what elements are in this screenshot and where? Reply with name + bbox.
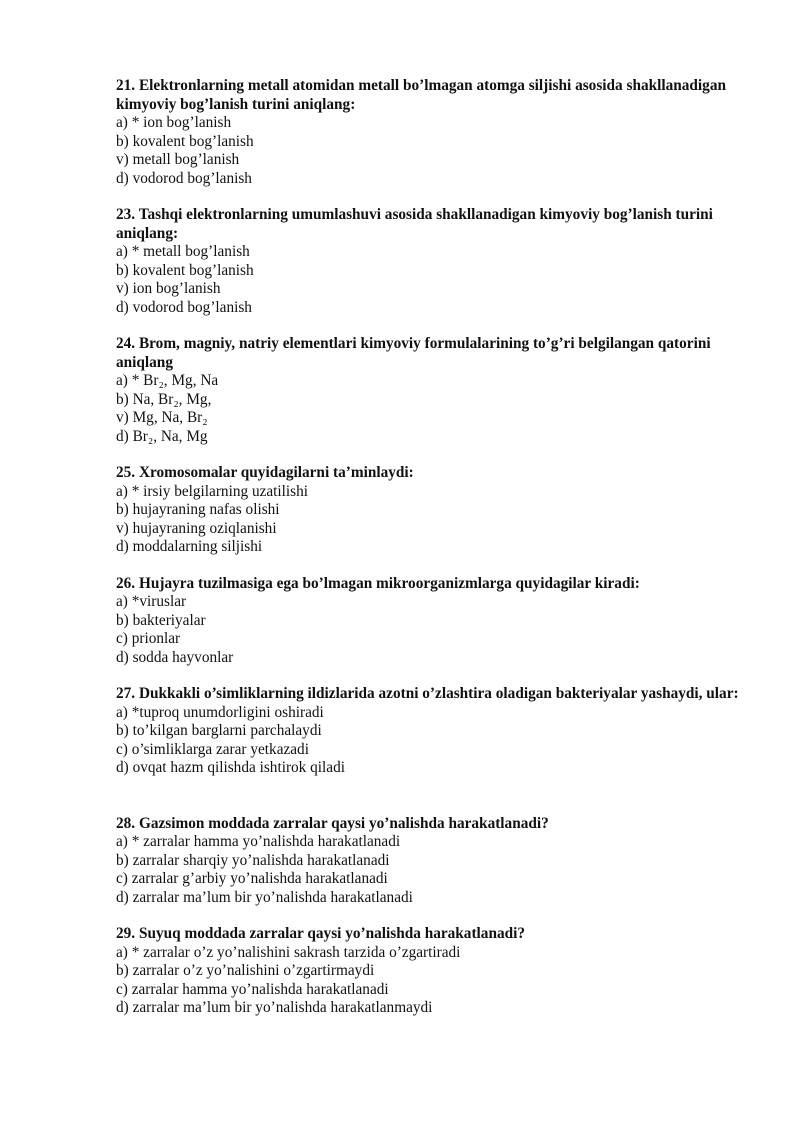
question-26: [116, 575, 756, 668]
answer-option: b) kovalent bog’lanish: [116, 261, 254, 279]
question-27: [116, 685, 756, 778]
answer-option: a) *tuproq unumdorligini oshiradi: [116, 703, 324, 721]
document-page: [116, 77, 756, 1018]
answer-options: [116, 483, 756, 557]
answer-options: [116, 243, 756, 317]
answer-option: d) Br₂, Na, Mg: [116, 427, 208, 445]
answer-options: [116, 114, 756, 188]
answer-option: v) Mg, Na, Br₂: [116, 409, 208, 426]
answer-option: d) sodda hayvonlar: [116, 648, 234, 666]
answer-option: d) ovqat hazm qilishda ishtirok qiladi: [116, 759, 345, 776]
answer-option: c) o’simliklarga zarar yetkazadi: [116, 740, 309, 758]
question-28: [116, 815, 756, 908]
question-text: 29. Suyuq moddada zarralar qaysi yo’nalishda harakatlanadi?: [116, 925, 526, 942]
answer-option: c) prionlar: [116, 630, 181, 647]
answer-option: a) * ion bog’lanish: [116, 114, 232, 131]
answer-option: v) metall bog’lanish: [116, 151, 240, 168]
question-text: 27. Dukkakli o’simliklarning ildizlarida azotni o’zlashtira oladigan bakteriyalar yashaydi, ular:: [116, 685, 739, 702]
answer-option: d) zarralar ma’lum bir yo’nalishda harakatlanmaydi: [116, 999, 433, 1016]
answer-option: v) ion bog’lanish: [116, 280, 221, 297]
question-text: 21. Elektronlarning metall atomidan metall bo’lmagan atomga siljishi asosida shakllanadigan kimyoviy bog’lanish turini aniqlang:: [116, 77, 726, 113]
answer-option: a) * zarralar o’z yo’nalishini sakrash tarzida o’zgartiradi: [116, 943, 461, 961]
answer-option: d) moddalarning siljishi: [116, 538, 263, 555]
question-text: 25. Xromosomalar quyidagilarni ta’minlaydi:: [116, 464, 414, 481]
answer-option: a) *viruslar: [116, 593, 187, 610]
question-text: 28. Gazsimon moddada zarralar qaysi yo’nalishda harakatlanadi?: [116, 814, 549, 832]
answer-option: a) * Br₂, Mg, Na: [116, 372, 219, 389]
question-21: [116, 77, 756, 188]
answer-option: a) * zarralar hamma yo’nalishda harakatlanadi: [116, 833, 401, 850]
answer-options: [116, 833, 756, 907]
answer-option: b) kovalent bog’lanish: [116, 132, 254, 150]
answer-option: d) vodorod bog’lanish: [116, 298, 252, 316]
question-text: 24. Brom, magniy, natriy elementlari kimyoviy formulalarining to’g’ri belgilangan qatorini aniqlang: [116, 335, 711, 371]
question-text: 23. Tashqi elektronlarning umumlashuvi asosida shakllanadigan kimyoviy bog’lanish turini aniqlang:: [116, 206, 713, 242]
answer-option: b) bakteriyalar: [116, 611, 206, 629]
answer-option: d) zarralar ma’lum bir yo’nalishda harakatlanadi: [116, 888, 413, 906]
question-24: [116, 335, 756, 446]
answer-option: b) Na, Br₂, Mg,: [116, 390, 212, 408]
answer-options: [116, 944, 756, 1018]
answer-option: b) zarralar o’z yo’nalishini o’zgartirmaydi: [116, 962, 375, 979]
answer-options: [116, 372, 756, 446]
question-23: [116, 206, 756, 317]
answer-option: a) * metall bog’lanish: [116, 243, 250, 260]
answer-options: [116, 704, 756, 778]
answer-option: c) zarralar g’arbiy yo’nalishda harakatlanadi: [116, 870, 388, 887]
answer-option: a) * irsiy belgilarning uzatilishi: [116, 482, 309, 500]
answer-option: b) zarralar sharqiy yo’nalishda harakatlanadi: [116, 851, 390, 869]
answer-options: [116, 593, 756, 667]
question-25: [116, 464, 756, 557]
answer-option: b) hujayraning nafas olishi: [116, 501, 280, 518]
answer-option: c) zarralar hamma yo’nalishda harakatlanadi: [116, 980, 389, 998]
answer-option: b) to’kilgan barglarni parchalaydi: [116, 722, 322, 739]
answer-option: v) hujayraning oziqlanishi: [116, 519, 277, 537]
answer-option: d) vodorod bog’lanish: [116, 169, 252, 187]
question-29: [116, 925, 756, 1018]
question-text: 26. Hujayra tuzilmasiga ega bo’lmagan mikroorganizmlarga quyidagilar kiradi:: [116, 574, 640, 592]
